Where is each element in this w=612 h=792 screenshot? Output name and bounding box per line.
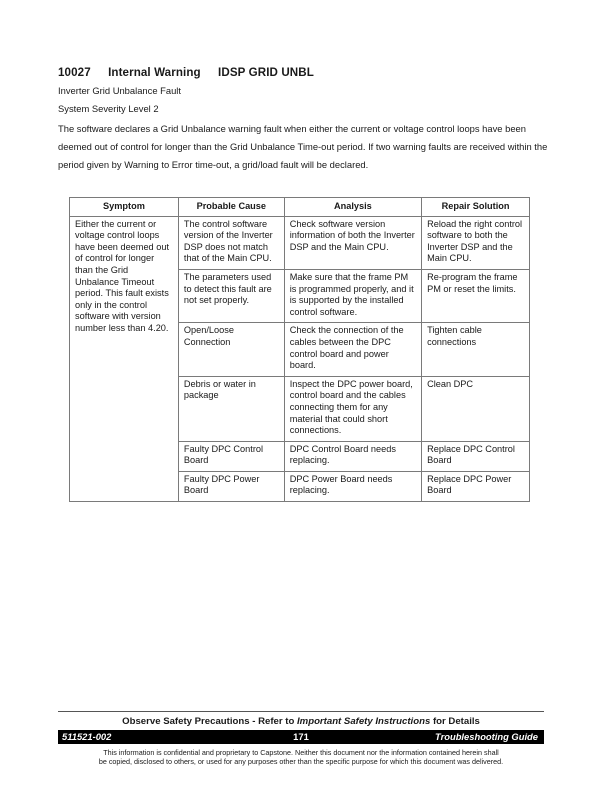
confidential-line-1: This information is confidential and proprietary to Capstone. Neither this document nor the information contained herein shall xyxy=(103,748,499,757)
fault-description: The software declares a Grid Unbalance warning fault when either the current or voltage control loops have been deemed out of control for longer than the Grid Unbalance Time-out period. If two warning faults are received within the period given by Warning to Error time-out, a grid/load fault will be declared. xyxy=(58,123,548,170)
analysis-cell: Inspect the DPC power board, control board and the cables connecting them for any material that could short connections. xyxy=(284,376,421,441)
table-row xyxy=(70,216,530,269)
cause-cell: Faulty DPC Control Board xyxy=(178,441,284,471)
table-header-row xyxy=(70,198,530,217)
repair-cell: Tighten cable connections xyxy=(422,323,530,376)
page-number: 171 xyxy=(293,731,309,742)
cause-cell: Debris or water in package xyxy=(178,376,284,441)
guide-title: Troubleshooting Guide xyxy=(435,731,538,742)
fault-code: 10027 xyxy=(58,66,91,79)
cause-cell: The control software version of the Inverter DSP does not match that of the Main CPU. xyxy=(178,216,284,269)
repair-cell: Replace DPC Power Board xyxy=(422,471,530,501)
header-symptom: Symptom xyxy=(70,198,179,217)
confidentiality-notice xyxy=(58,748,544,766)
analysis-cell: Check the connection of the cables between the DPC control board and power board. xyxy=(284,323,421,376)
header-probable-cause: Probable Cause xyxy=(178,198,284,217)
cause-cell: The parameters used to detect this fault are not set properly. xyxy=(178,269,284,322)
analysis-cell: Make sure that the frame PM is programmed properly, and it is supported by the installed control software. xyxy=(284,269,421,322)
fault-heading xyxy=(58,66,314,79)
header-analysis: Analysis xyxy=(284,198,421,217)
document-number: 511521-002 xyxy=(62,731,112,742)
safety-instructions-reference: Important Safety Instructions xyxy=(297,716,431,727)
fault-type: Internal Warning xyxy=(108,66,201,79)
fault-name-code: IDSP GRID UNBL xyxy=(218,66,314,79)
troubleshooting-table xyxy=(69,197,530,502)
header-repair-solution: Repair Solution xyxy=(422,198,530,217)
repair-cell: Clean DPC xyxy=(422,376,530,441)
severity-level: System Severity Level 2 xyxy=(58,103,159,114)
cause-cell: Open/Loose Connection xyxy=(178,323,284,376)
repair-cell: Reload the right control software to both the Inverter DSP and the Main CPU. xyxy=(422,216,530,269)
analysis-cell: DPC Power Board needs replacing. xyxy=(284,471,421,501)
confidential-line-2: be copied, disclosed to others, or used for any purposes other than the specific purpose for which this document was delivered. xyxy=(98,757,504,766)
safety-suffix: for Details xyxy=(432,716,480,727)
cause-cell: Faulty DPC Power Board xyxy=(178,471,284,501)
footer-bar xyxy=(58,730,544,744)
safety-prefix: Observe Safety Precautions - Refer to xyxy=(122,716,295,727)
symptom-cell: Either the current or voltage control loops have been deemed out of control for longer than the Grid Unbalance Timeout period. This fault exists only in the control software with version number less than 4.20. xyxy=(70,216,179,501)
safety-notice xyxy=(58,716,544,727)
footer-divider xyxy=(58,711,544,712)
analysis-cell: DPC Control Board needs replacing. xyxy=(284,441,421,471)
analysis-cell: Check software version information of both the Inverter DSP and the Main CPU. xyxy=(284,216,421,269)
fault-name: Inverter Grid Unbalance Fault xyxy=(58,85,181,96)
repair-cell: Re-program the frame PM or reset the limits. xyxy=(422,269,530,322)
repair-cell: Replace DPC Control Board xyxy=(422,441,530,471)
